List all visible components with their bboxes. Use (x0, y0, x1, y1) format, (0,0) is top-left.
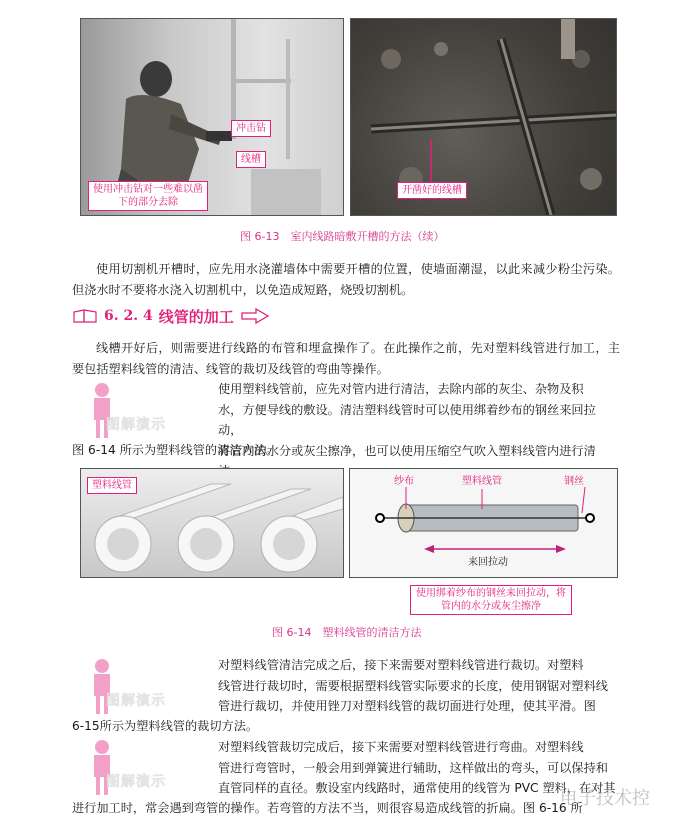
paragraph-cutting-tail: 6-15所示为塑料线管的裁切方法。 (72, 719, 259, 733)
section-heading (72, 305, 270, 327)
demo-label: 图解演示 (106, 774, 166, 790)
section-title: 线管的加工 (158, 307, 234, 326)
paragraph-bending-line-1: 对塑料线管裁切完成后，接下来需要对塑料线管进行弯曲。对塑料线 (218, 740, 584, 754)
paragraph-cutting (218, 655, 620, 717)
paragraph-cutting-line-1: 对塑料线管清洁完成之后，接下来需要对塑料线管进行裁切。对塑料 (218, 658, 584, 672)
callout-cleaning-note: 使用绑着纱布的钢丝来回拉动，将管内的水分或灰尘擦净 (410, 585, 572, 615)
figure-6-13-caption: 图 6-13 室内线路暗敷开槽的方法（续） (240, 230, 445, 243)
paragraph-cutting-line-2: 线管进行裁切时，需要根据塑料线管实际要求的长度，使用钢锯对塑料线 (218, 678, 608, 693)
demo-label: 图解演示 (106, 693, 166, 709)
pipe-cleaning-diagram (349, 468, 618, 578)
photo-finished-channel (350, 18, 617, 216)
paragraph-pipe-processing-intro: 线槽开好后，则需要进行线路的布管和埋盒操作了。在此操作之前，先对塑料线管进行加工，主要包括塑料线管的清洁、线管的裁切及线管的弯曲等操作。 (72, 341, 620, 376)
demo-label: 图解演示 (106, 417, 166, 433)
label-gauze: 纱布 (394, 476, 414, 487)
callout-plastic-pipe: 塑料线管 (87, 477, 137, 494)
pointing-hand-icon (240, 307, 270, 325)
label-back-forth: 来回拉动 (468, 557, 508, 568)
paragraph-cleaning-line-3: 将管内的水分或灰尘擦净，也可以使用压缩空气吹入塑料线管内进行清 (218, 443, 596, 458)
label-steel-wire: 钢丝 (564, 476, 584, 487)
paragraph-cleaning (218, 379, 620, 482)
book-icon (72, 308, 98, 324)
label-plastic-pipe: 塑料线管 (462, 476, 502, 487)
paragraph-cutting-line-3: 管进行裁切，并使用锉刀对塑料线管的裁切面进行处理，使其平滑。图 (218, 699, 596, 713)
plastic-pipes-photo (80, 468, 344, 578)
figure-6-14-caption: 图 6-14 塑料线管的清洁方法 (272, 626, 422, 639)
callout-finished-channel: 开凿好的线槽 (397, 182, 467, 199)
callout-drill-note: 使用冲击钻对一些难以凿下的部分去除 (88, 181, 208, 211)
photo-wall-drilling (80, 18, 344, 216)
demo-badge (76, 737, 186, 807)
floor-channel-illustration (351, 19, 616, 215)
paragraph-cleaning-line-1: 使用塑料线管前，应先对管内进行清洁，去除内部的灰尘、杂物及积 (218, 382, 584, 396)
callout-channel: 线槽 (236, 151, 266, 168)
paragraph-bending-line-3: 直管同样的直径。敷设室内线路时，通常使用的线管为 PVC 塑料，在对其 (218, 781, 616, 795)
paragraph-bending-tail: 进行加工时，常会遇到弯管的操作。若弯管的方法不当，则很容易造成线管的折扁。图 6-16 所 (72, 801, 583, 815)
paragraph-bending-line-2: 管进行弯管时，一般会用到弹簧进行辅助，这样做出的弯头，可以保持和 (218, 760, 608, 775)
section-number: 6. 2. 4 (104, 308, 153, 324)
watermark: 电子技术控 (560, 788, 650, 809)
callout-impact-drill: 冲击钻 (231, 120, 271, 137)
paragraph-cleaning-tail: 图 6-14 所示为塑料线管的清洁方法。 (72, 443, 279, 457)
paragraph-cutting-machine: 使用切割机开槽时，应先用水浇灌墙体中需要开槽的位置，使墙面潮湿，以此来减少粉尘污染。但浇水时不要将水浇入切割机中，以免造成短路，烧毁切割机。 (72, 262, 620, 297)
paragraph-cleaning-line-2: 水，方便导线的敷设。清洁塑料线管时可以使用绑着纱布的钢丝来回拉动， (218, 402, 596, 437)
